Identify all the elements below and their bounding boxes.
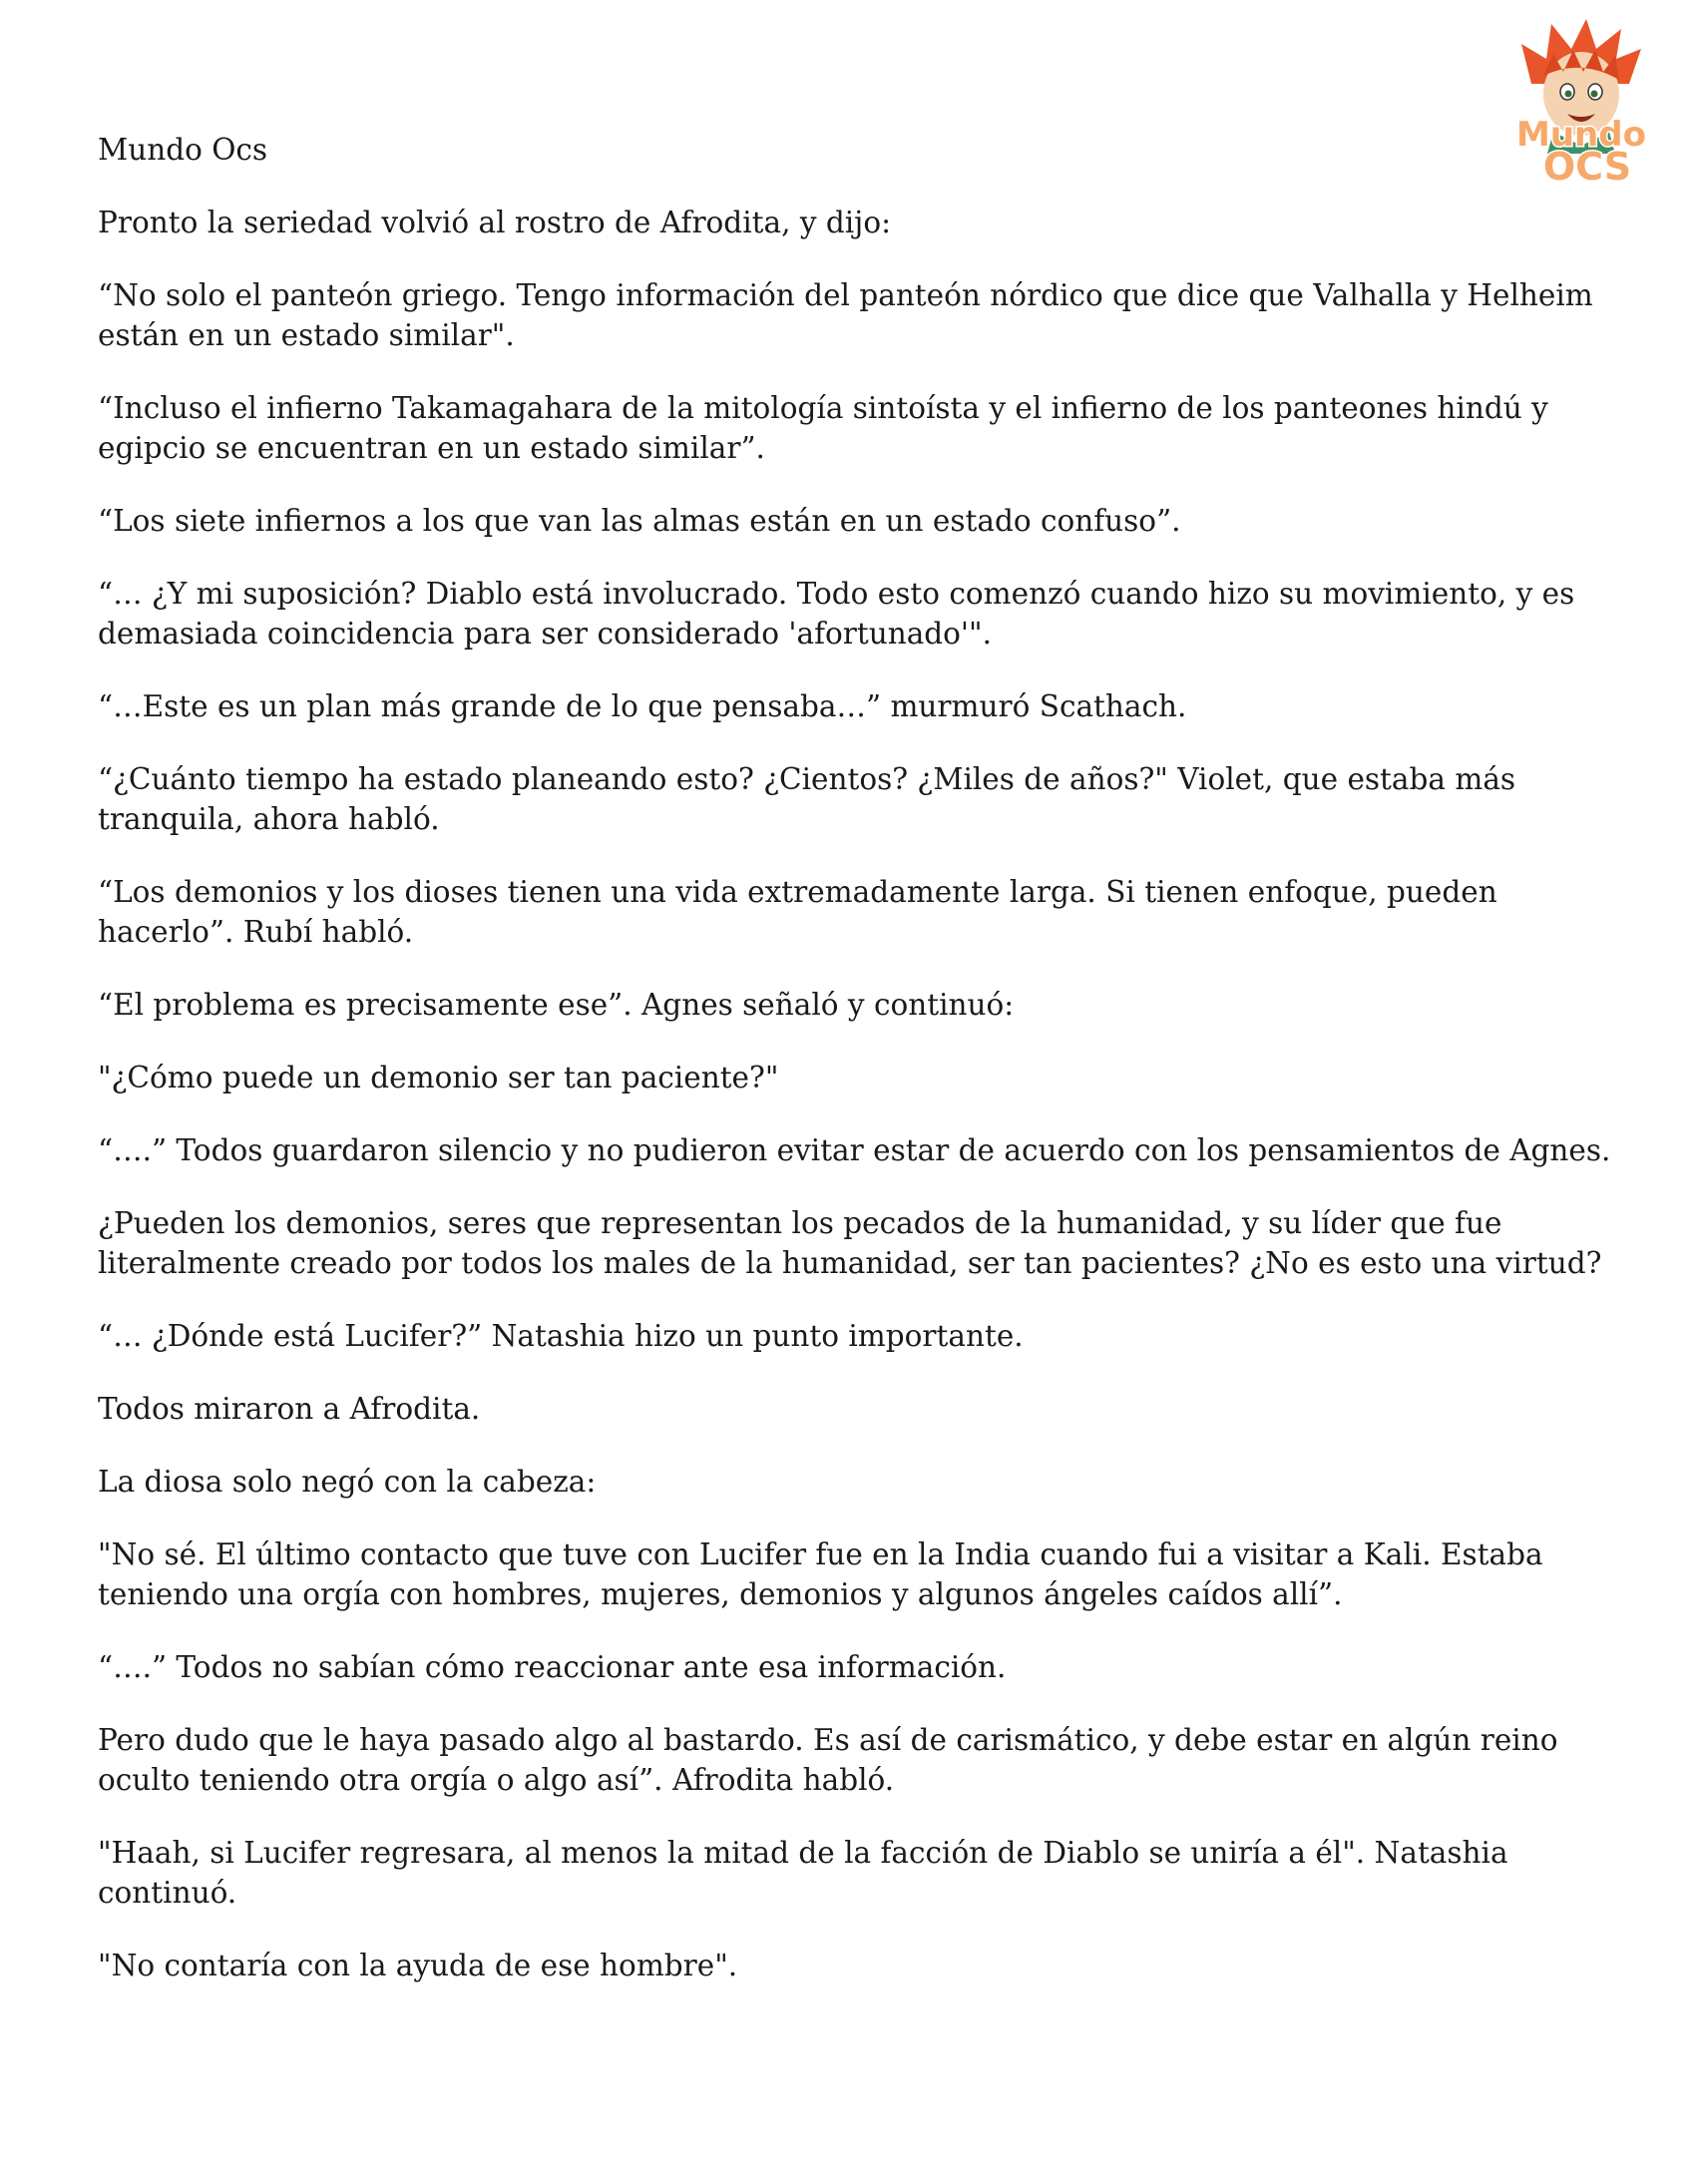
paragraph: “…Este es un plan más grande de lo que pensaba…” murmuró Scathach. bbox=[98, 689, 1187, 723]
paragraph: ¿Pueden los demonios, seres que representan los pecados de la humanidad, y su líder que fue literalmente creado por todos los males de la humanidad, ser tan pacientes? ¿No es esto una virtud? bbox=[98, 1206, 1602, 1280]
paragraph: “El problema es precisamente ese”. Agnes señaló y continuó: bbox=[98, 988, 1015, 1022]
paragraph: “….” Todos no sabían cómo reaccionar ante esa información. bbox=[98, 1650, 1007, 1684]
paragraph: “… ¿Y mi suposición? Diablo está involucrado. Todo esto comenzó cuando hizo su movimiento, y es demasiada coincidencia para ser considerado 'afortunado'". bbox=[98, 577, 1575, 651]
paragraph: "No contaría con la ayuda de ese hombre". bbox=[98, 1949, 738, 1982]
paragraph: "Haah, si Lucifer regresara, al menos la mitad de la facción de Diablo se uniría a él". Natashia continuó. bbox=[98, 1836, 1508, 1910]
paragraph: "No sé. El último contacto que tuve con Lucifer fue en la India cuando fui a visitar a Kali. Estaba teniendo una orgía con hombres, mujeres, demonios y algunos ángeles caídos allí”. bbox=[98, 1537, 1543, 1611]
logo-text-line2: OCS bbox=[1542, 145, 1632, 189]
paragraph: “Incluso el infierno Takamagahara de la mitología sintoísta y el infierno de los panteones hindú y egipcio se encuentran en un estado similar”. bbox=[98, 391, 1548, 465]
page-header-title: Mundo Ocs bbox=[98, 133, 268, 167]
logo-text-line1: Mundo bbox=[1516, 115, 1646, 155]
document-body bbox=[98, 130, 1634, 2018]
paragraph: "¿Cómo puede un demonio ser tan paciente?" bbox=[98, 1061, 779, 1094]
paragraph: Pero dudo que le haya pasado algo al bastardo. Es así de carismático, y debe estar en algún reino oculto teniendo otra orgía o algo así”. Afrodita habló. bbox=[98, 1723, 1558, 1797]
paragraph: “… ¿Dónde está Lucifer?” Natashia hizo un punto importante. bbox=[98, 1319, 1024, 1353]
paragraph: Pronto la seriedad volvió al rostro de Afrodita, y dijo: bbox=[98, 206, 892, 239]
paragraph: La diosa solo negó con la cabeza: bbox=[98, 1465, 597, 1499]
paragraph: Todos miraron a Afrodita. bbox=[98, 1392, 481, 1426]
paragraph: “Los siete infiernos a los que van las almas están en un estado confuso”. bbox=[98, 504, 1181, 538]
paragraph: “No solo el panteón griego. Tengo información del panteón nórdico que dice que Valhalla y Helheim están en un estado similar". bbox=[98, 278, 1593, 352]
paragraph: “….” Todos guardaron silencio y no pudieron evitar estar de acuerdo con los pensamientos de Agnes. bbox=[98, 1133, 1611, 1167]
paragraph: “¿Cuánto tiempo ha estado planeando esto? ¿Cientos? ¿Miles de años?" Violet, que estaba más tranquila, ahora habló. bbox=[98, 762, 1516, 836]
paragraph: “Los demonios y los dioses tienen una vida extremadamente larga. Si tienen enfoque, pueden hacerlo”. Rubí habló. bbox=[98, 875, 1497, 949]
